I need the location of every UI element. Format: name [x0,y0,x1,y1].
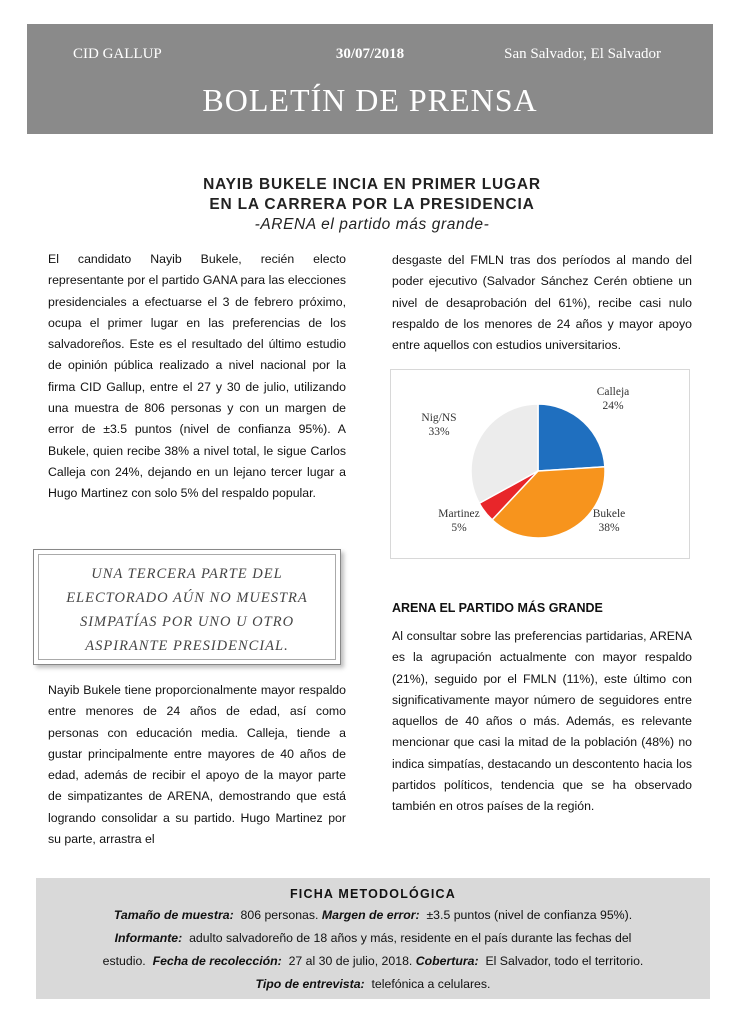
pie-label-name: Calleja [596,386,630,398]
body-paragraph-parties: Al consultar sobre las preferencias partidarias, ARENA es la agrupación actualmente con mayor respaldo (21%), seguido por el FMLN (11%), este último con significativamente mayor número de seguidores entre aquellos de 40 años o más. Además, es relevante mencionar que casi la mitad de la población (48%) no indica simpatías, destacando un descontento hacia los partidos políticos, tendencia que se ha observado también en otros países de la región. [392,629,692,814]
sample-value: 806 personas. [240,908,319,922]
publication-date: 30/07/2018 [335,46,405,62]
coverage-label: Cobertura: [415,954,479,968]
pie-label-value: 24% [602,400,624,412]
pie-chart-frame [390,369,690,559]
informant-value: adulto salvadoreño de 18 años y más, residente en el país durante las fechas del [189,931,632,945]
error-label: Margen de error: [321,908,420,922]
methodology-title: FICHA METODOLÓGICA [289,887,457,901]
body-paragraph-continuation: desgaste del FMLN tras dos períodos al mando del poder ejecutivo (Salvador Sánchez Cerén obtiene un nivel de desaprobación del 61%), recibe casi nulo respaldo de los menores de 24 años y mayor apoyo entre aquellos con estudios universitarios. [392,253,692,353]
informant-value-cont: estudio. [102,954,146,968]
error-value: ±3.5 puntos (nivel de confianza 95%). [426,908,633,922]
pull-quote-text: UNA TERCERA PARTE DEL ELECTORADO AÚN NO MUESTRA SIMPATÍAS POR UNO U OTRO ASPIRANTE PRESIDENCIAL. [66,566,308,654]
coverage-value: El Salvador, todo el territorio. [485,954,644,968]
date-label: Fecha de recolección: [152,954,282,968]
methodology-line-sample [36,908,710,922]
pie-label-value: 33% [428,426,450,438]
methodology-line-interview [36,977,710,991]
body-paragraph-intro: El candidato Nayib Bukele, recién electo representante por el partido GANA para las elecciones presidenciales a efectuarse el 3 de febrero próximo, ocupa el primer lugar en las preferencias de los salvadoreños. Este es el resultado del último estudio de opinión pública realizado a nivel nacional por la firma CID Gallup, entre el 27 y 30 de julio, utilizando una muestra de 806 personas y con un margen de error de ±3.5 puntos (nivel de confianza 95%). A Bukele, quien recibe 38% a nivel total, le sigue Carlos Calleja con 24%, dejando en un lejano tercer lugar a Hugo Martinez con solo 5% del respaldo popular. [48,252,346,501]
headline-line-1: NAYIB BUKELE INCIA EN PRIMER LUGAR [203,176,541,193]
header-banner [27,24,713,134]
interview-label: Tipo de entrevista: [255,977,365,991]
methodology-box [36,878,710,999]
date-value: 27 al 30 de julio, 2018. [288,954,413,968]
pie-chart [391,370,689,558]
informant-label: Informante: [114,931,183,945]
organization-name: CID GALLUP [73,46,162,62]
page-title: BOLETÍN DE PRENSA [202,82,538,118]
methodology-line-dates [36,954,710,968]
publication-place: San Salvador, El Salvador [504,46,661,62]
pie-slice-calleja [538,404,605,471]
headline-line-2: EN LA CARRERA POR LA PRESIDENCIA [209,196,535,213]
body-paragraph-segments: Nayib Bukele tiene proporcionalmente mayor respaldo entre menores de 24 años de edad, así como personas con educación media. Calleja, tiende a gustar principalmente entre mayores de 40 años de edad, además de recibir el apoyo de la mayor parte de simpatizantes de ARENA, demostrando que está logrando consolidar a su partido. Hugo Martinez por su parte, arrastra el [48,683,346,847]
headline-subtitle: -ARENA el partido más grande- [254,216,490,233]
pie-label-value: 38% [598,522,620,534]
pie-label-name: Martinez [438,508,480,520]
sample-label: Tamaño de muestra: [113,908,234,922]
methodology-line-informant [36,931,710,945]
section-title-arena: ARENA EL PARTIDO MÁS GRANDE [392,601,603,615]
pull-quote-box [33,549,341,665]
interview-value: telefónica a celulares. [371,977,491,991]
pie-label-value: 5% [451,522,467,534]
pie-label-name: Bukele [592,508,626,520]
pie-label-name: Nig/NS [421,412,457,424]
